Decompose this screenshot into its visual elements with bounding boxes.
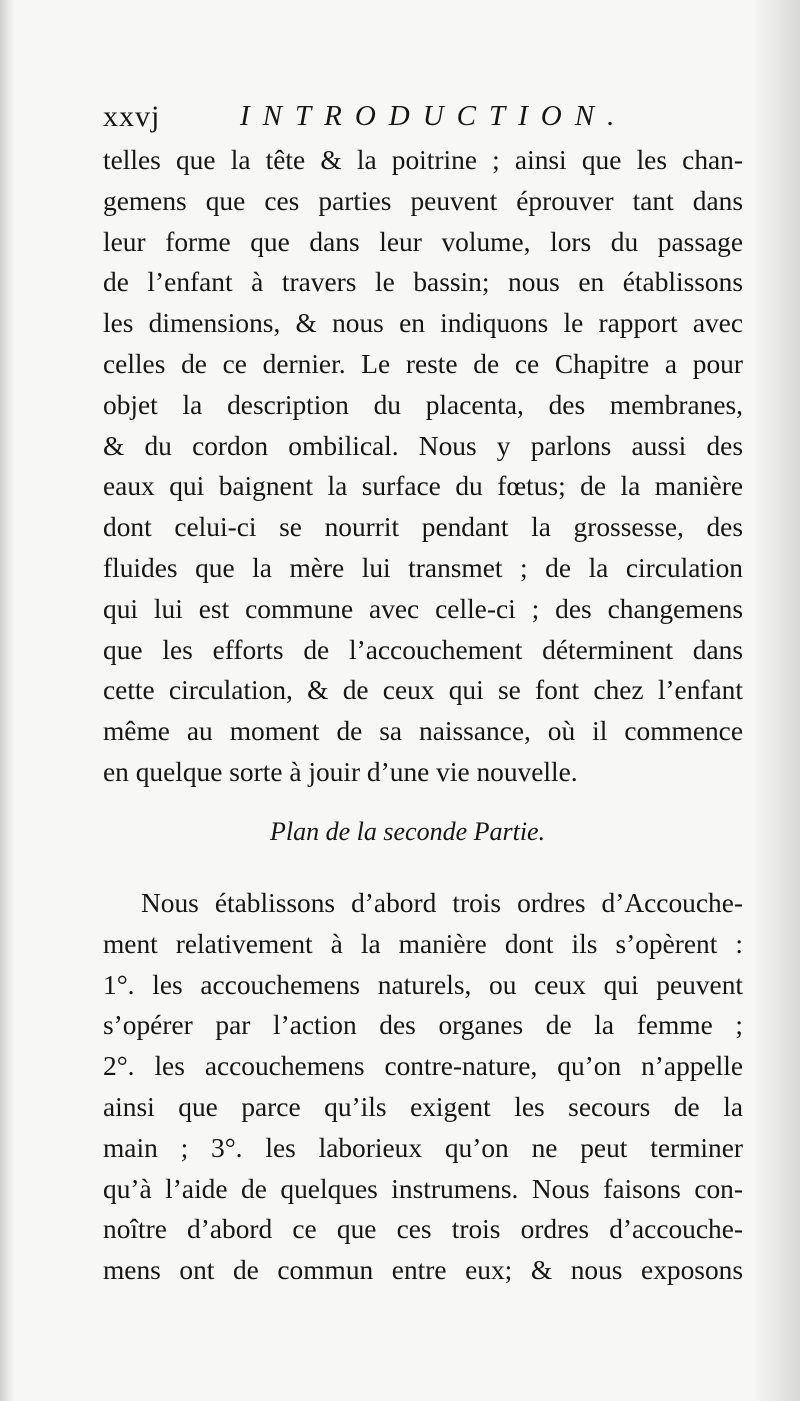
text-line: même au moment de sa naissance, où il commence: [103, 716, 743, 747]
page-number: xxvj: [103, 100, 161, 133]
running-title: INTRODUCTION.: [240, 100, 628, 132]
text-line: s’opérer par l’action des organes de la femme ;: [103, 1010, 743, 1041]
text-line: telles que la tête & la poitrine ; ainsi que les chan-: [103, 145, 743, 175]
section-heading: Plan de la seconde Partie.: [270, 817, 546, 846]
paragraph-part-two: [103, 883, 743, 1291]
page-header: [103, 100, 743, 140]
text-line: en quelque sorte à jouir d’une vie nouvelle.: [103, 756, 578, 787]
text-line: gemens que ces parties peuvent éprouver tant dans: [103, 185, 743, 216]
text-line: mens ont de commun entre eux; & nous exposons: [103, 1255, 743, 1286]
text-line: fluides que la mère lui transmet ; de la circulation: [103, 552, 743, 583]
text-line: & du cordon ombilical. Nous y parlons aussi des: [103, 430, 743, 461]
text-line: main ; 3°. les laborieux qu’on ne peut terminer: [103, 1132, 743, 1163]
page-edge-shadow: [752, 0, 800, 1401]
text-line: de l’enfant à travers le bassin; nous en établissons: [103, 267, 743, 298]
text-line: noître d’abord ce que ces trois ordres d’accouche-: [103, 1214, 743, 1245]
text-line: ment relativement à la manière dont ils s’opèrent :: [103, 928, 743, 959]
text-line: 1°. les accouchemens naturels, ou ceux qui peuvent: [103, 969, 743, 1000]
page-gutter-shadow: [0, 0, 14, 1401]
text-line: Nous établissons d’abord trois ordres d’Accouche-: [141, 888, 743, 918]
text-line: les dimensions, & nous en indiquons le rapport avec: [103, 308, 743, 339]
paragraph-part-one: [103, 140, 743, 793]
text-line: que les efforts de l’accouchement déterminent dans: [103, 634, 743, 665]
text-line: objet la description du placenta, des membranes,: [103, 389, 743, 420]
text-line: ainsi que parce qu’ils exigent les secours de la: [103, 1091, 743, 1122]
text-line: qui lui est commune avec celle-ci ; des changemens: [103, 593, 743, 624]
text-line: dont celui-ci se nourrit pendant la grossesse, des: [103, 512, 743, 543]
text-line: celles de ce dernier. Le reste de ce Chapitre a pour: [103, 348, 743, 379]
text-line: eaux qui baignent la surface du fœtus; de la manière: [103, 471, 743, 502]
text-line: cette circulation, & de ceux qui se font chez l’enfant: [103, 675, 743, 706]
text-line: leur forme que dans leur volume, lors du passage: [103, 226, 743, 257]
text-line: qu’à l’aide de quelques instrumens. Nous faisons con-: [103, 1173, 743, 1204]
text-line: 2°. les accouchemens contre-nature, qu’on n’appelle: [103, 1051, 743, 1082]
